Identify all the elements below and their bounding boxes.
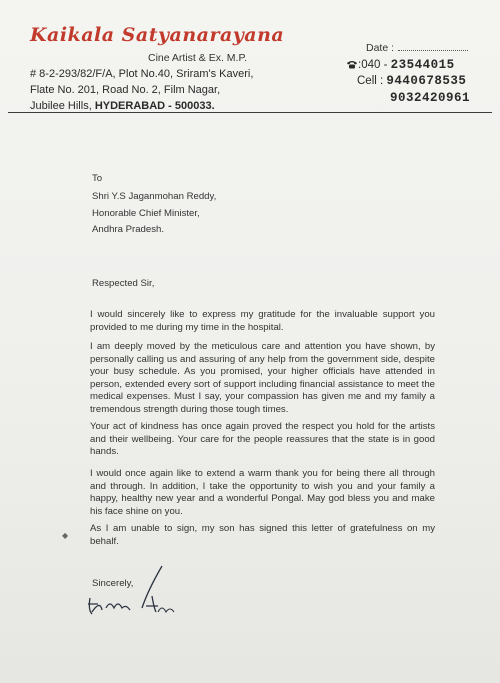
- recipient-to: To: [92, 173, 103, 184]
- paragraph-1: I would sincerely like to express my gratitude for the invaluable support you provided to me during my time in the hospital.: [90, 309, 435, 333]
- letterhead-role: Cine Artist & Ex. M.P.: [148, 52, 248, 64]
- paragraph-2: I am deeply moved by the meticulous care and attention you have shown, by personally calling us and assuring of any help from the government side, despite your busy schedule. As you promised, your higher officials have attended in person, extended every sort of support including financial assistance to meet the medical expenses. Must I say, your compassion has given me and my family a tremendous strength during those tough times.: [90, 341, 435, 415]
- recipient-title: Honorable Chief Minister,: [92, 208, 200, 219]
- address-line-2: Flate No. 201, Road No. 2, Film Nagar,: [30, 84, 221, 96]
- cell-label: Cell :: [357, 75, 387, 87]
- phone-number: 23544015: [390, 58, 455, 72]
- salutation: Respected Sir,: [92, 278, 155, 289]
- address-city: HYDERABAD - 500033.: [94, 100, 215, 112]
- phone-label: :040 -: [358, 59, 391, 71]
- recipient-name: Shri Y.S Jaganmohan Reddy,: [92, 191, 217, 202]
- cell-number-1: 9440678535: [386, 74, 467, 88]
- cell-line: [357, 74, 466, 88]
- paragraph-5: As I am unable to sign, my son has signed this letter of gratefulness on my behalf.: [90, 523, 435, 547]
- letterhead-address: [30, 66, 290, 114]
- paragraph-4: I would once again like to extend a warm thank you for being there all through and through. In addition, I take the opportunity to wish you and your family a happy, healthy new year and a wonderful Pongal. May god bless you and make his face shine on you.: [90, 468, 435, 517]
- signature-image: [80, 560, 180, 620]
- letterhead-name: Kaikala Satyanarayana: [30, 24, 285, 46]
- letterhead-divider: [8, 112, 492, 113]
- date-label: Date :: [366, 42, 395, 54]
- recipient-place: Andhra Pradesh.: [92, 224, 164, 235]
- date-blank: [398, 50, 468, 51]
- date-field: [366, 42, 468, 54]
- paragraph-3: Your act of kindness has once again proved the respect you hold for the artists and their wellbeing. Your care for the people reassures that the state is in good hands.: [90, 421, 435, 458]
- address-line-1: # 8-2-293/82/F/A, Plot No.40, Sriram's Kaveri,: [30, 68, 254, 80]
- telephone-icon: [346, 60, 358, 69]
- phone-line: [346, 58, 455, 72]
- bullet-mark: ◆: [62, 531, 69, 540]
- address-area: Jubilee Hills,: [30, 100, 95, 112]
- cell-number-2: 9032420961: [390, 91, 471, 105]
- closing: Sincerely,: [92, 578, 134, 589]
